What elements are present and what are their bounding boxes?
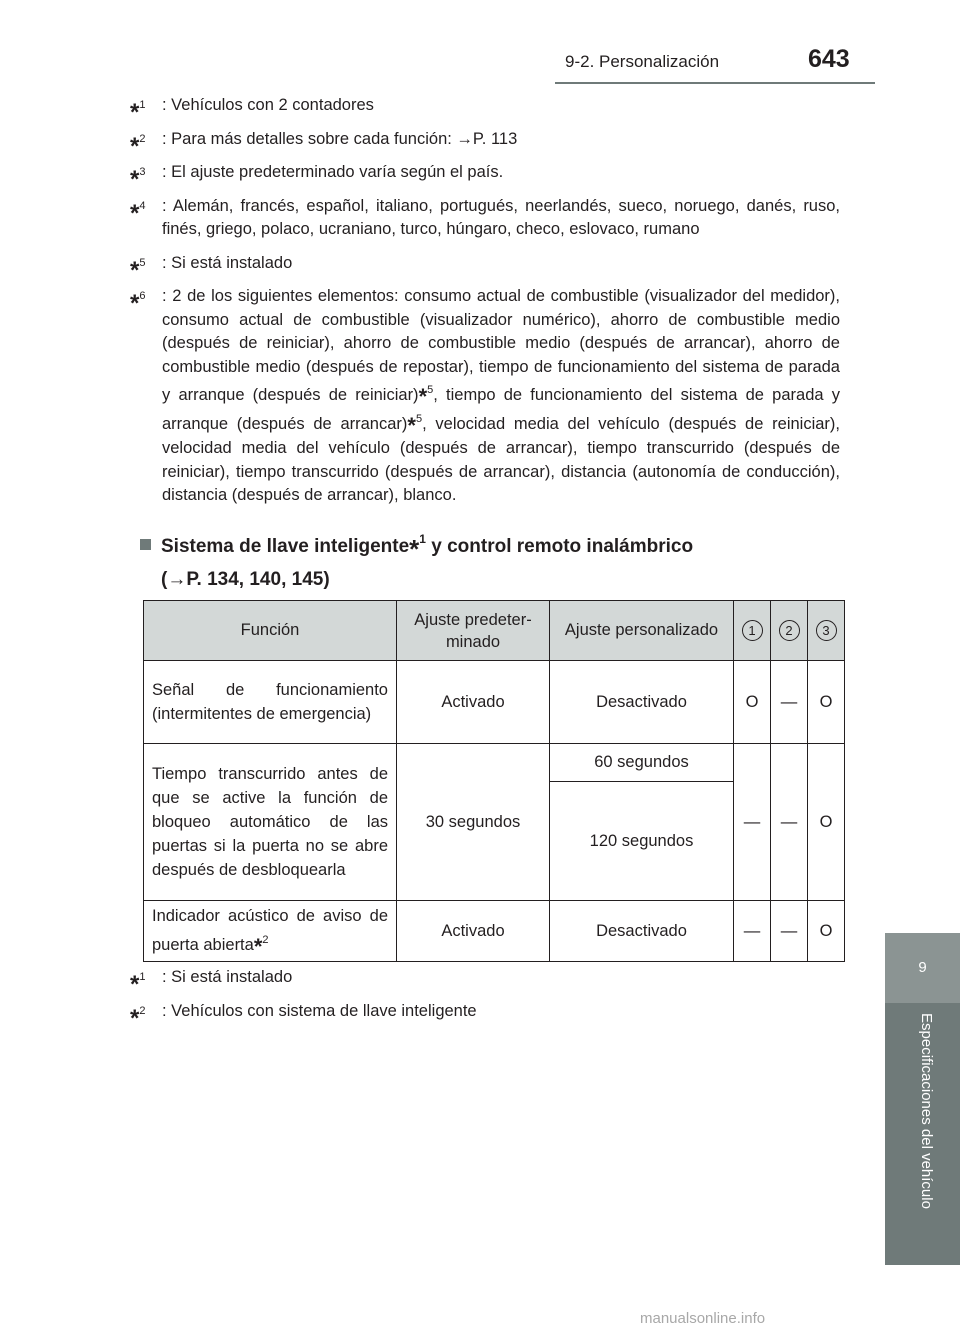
section-heading: Sistema de llave inteligente*$^1$ y control remoto inalámbrico (→P. 134, 140, 145) bbox=[140, 523, 840, 596]
header-rule bbox=[555, 82, 875, 84]
table-row: Tiempo transcurrido antes de que se active la función de bloqueo automático de las puertas si la puerta no se abre después de desbloquearla 30 segundos 60 segundos — — O bbox=[144, 744, 845, 782]
page-number: 643 bbox=[808, 45, 850, 73]
heading-bullet-icon bbox=[140, 539, 151, 550]
footnote: *$^6$ : 2 de los siguientes elementos: consumo actual de combustible (visualizador del medidor), consumo actual de combustible (visualizador numérico), ahorro de combustible medio (después de reiniciar), ahorro de combustible medio (después de arrancar), ahorro de combustible medio (después de repostar), tiempo de funcionamiento del sistema de parada y arranque (después de reiniciar)*$^5$, tiempo de funcionamiento del sistema de parada y arranque (después de arrancar)*$^5$, velocidad media del vehículo (después de reiniciar), velocidad media del vehículo (después de arrancar), tiempo transcurrido (después de reiniciar), tiempo transcurrido (después de arrancar), distancia (autonomía de conducción), distancia (después de arrancar), blanco. bbox=[130, 287, 840, 504]
footnotes-bottom bbox=[130, 966, 840, 1033]
table-row: Señal de funcionamiento (intermitentes de emergencia) Activado Desactivado O — O bbox=[144, 661, 845, 744]
header-col-3 bbox=[808, 601, 845, 661]
footnote: *$^3$ : El ajuste predeterminado varía según el país. bbox=[130, 163, 504, 193]
side-tab-number: 9 bbox=[885, 933, 960, 1003]
footnote: *$^5$ : Si está instalado bbox=[130, 253, 293, 284]
circled-number-icon: 3 bbox=[816, 620, 837, 641]
footnote: *$^4$ : Alemán, francés, español, italiano, portugués, neerlandés, sueco, noruego, danés, ruso, finés, griego, polaco, ucraniano, turco, húngaro, checo, eslovaco, rumano bbox=[130, 196, 840, 238]
header-function: Función bbox=[144, 601, 397, 661]
circled-number-icon: 1 bbox=[742, 620, 763, 641]
footnotes-top bbox=[130, 94, 840, 518]
footnote: *$^2$ : Para más detalles sobre cada función: →P. 113 bbox=[130, 129, 518, 160]
header-custom: Ajuste personalizado bbox=[550, 601, 734, 661]
table-header-row bbox=[144, 601, 845, 661]
footer-watermark: manualsonline.info bbox=[640, 1310, 766, 1327]
table-row: 120 segundos bbox=[144, 782, 845, 901]
table-row: Indicador acústico de aviso de puerta abierta*$^2$ Activado Desactivado — — O bbox=[144, 901, 845, 962]
footnote: *$^1$ : Si está instalado bbox=[130, 968, 293, 998]
header-default: Ajuste predeter-minado bbox=[397, 601, 550, 661]
header-section-title: 9-2. Personalización bbox=[565, 52, 720, 71]
settings-table bbox=[143, 600, 845, 962]
footnote: *$^2$ : Vehículos con sistema de llave inteligente bbox=[130, 1001, 477, 1032]
footnote: *$^1$ : Vehículos con 2 contadores bbox=[130, 96, 374, 126]
header-col-1 bbox=[734, 601, 771, 661]
circled-number-icon: 2 bbox=[779, 620, 800, 641]
header-col-2 bbox=[771, 601, 808, 661]
side-tab-label: Especificaciones del vehículo bbox=[918, 1013, 935, 1209]
